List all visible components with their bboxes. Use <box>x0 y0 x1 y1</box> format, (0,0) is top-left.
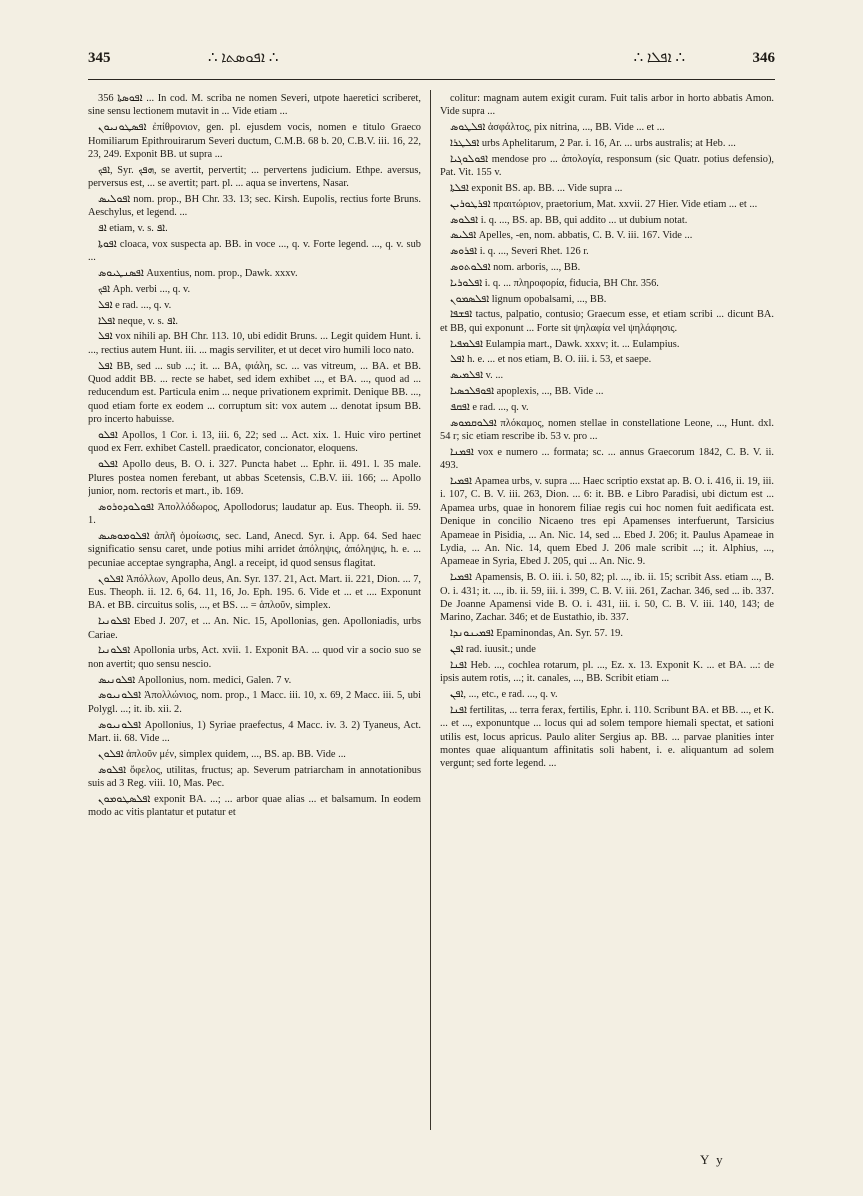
dictionary-entry: ܐܦܢܐ fertilitas, ... terra ferax, fertilis, Ephr. i. 110. Scribunt BA. et BB. ..., et K. ... et ..., exponuntque ... locus qui ad solem tempore hiemali spectat, et sationi utilis est, locus apricus. Paulo aliter Sergius ap. BB. ... parvae planities inter montes quae aliquantum affinitatis soli habent, i. e. aliquantum ad solem vergunt; sed forte legend. ... <box>440 704 774 770</box>
dictionary-entry: ܐܦܠܝܣ Apelles, -en, nom. abbatis, C. B. V. iii. 167. Vide ... <box>450 230 693 242</box>
left-running-head: ∴ ܐܦܘܣܬܐ ∴ <box>208 50 279 66</box>
dictionary-entry: ܐܦܣܛܘܢܝܘܢ ἐπίθρονιον, gen. pl. ejusdem vocis, nomen e titulo Graeco Homiliarum Epithrouirarum Severi ductum, C.M.B. 68 b. 20, C.B.V. iii. 16, 22, 23, 249. Exponit BB. ut supra ... <box>88 122 421 161</box>
dictionary-entry: ܐܦܠܘܣ ὄφελος, utilitas, fructus; ap. Severum patriarcham in annotationibus suis ad 3 Reg. viii. 10, Mas. Pec. <box>88 764 421 790</box>
dictionary-entry: ܐܦܠ vox nihili ap. BH Chr. 113. 10, ubi edidit Bruns. ... Legit quidem Hunt. i. ..., rectius autem Hunt. iii. ... magis serviliter, et ut decet viro humili loco nato. <box>88 331 421 356</box>
dictionary-entry: ܐܦܢܐ Heb. ..., cochlea rotarum, pl. ..., Ez. x. 13. Exponit K. ... et BA. ...: de ipsis autem rotis, ...; it. canales, ..., BB. Scribit etiam ... <box>440 659 774 685</box>
dictionary-entry: ܐܦܪܛܘܪܝܢ πραιτώριον, praetorium, Mat. xxvii. 27 Hier. Vide etiam ... et ... <box>450 198 758 210</box>
dictionary-entry: ܐܦܠܬܐ exponit BS. ap. BB. ... Vide supra ... <box>450 183 623 194</box>
dictionary-entry: ܐܦܠܘܢܝܘܣ Ἀπολλώνιος, nom. prop., 1 Macc. iii. 10, x. 69, 2 Macc. iii. 5, ubi Polygl. ...; it. ib. xii. 2. <box>88 690 421 715</box>
left-page-number: 345 <box>88 50 111 66</box>
dictionary-entry: ܐܦܠܘܬܘܣ nom. arboris, ..., BB. <box>450 261 581 273</box>
dictionary-entry: ܐܦܠܘܢ Ἀπόλλων, Apollo deus, An. Syr. 137. 21, Act. Mart. ii. 221, Dion. ... 7, Eus. Theoph. ii. 12. 6, 64. 11, 16, Jo. Eph. 195. 6. Vide et ... et .... Exponunt BA. et BB. circuitus solis, ..., et BS. ... = ἁπλοῦν, simplex. <box>88 573 421 612</box>
right-column <box>440 92 774 1132</box>
dictionary-entry: ܐܦܠܘܢܝܣ Apollonius, nom. medici, Galen. 7 v. <box>98 674 292 686</box>
dictionary-entry: ܐܦܫܦܐ tactus, palpatio, contusio; Graecum esse, et etiam scribi ... dicunt BA. et BB, qui exponunt ... Forte sit ψηλαφία vel ψηλάφησις. <box>440 309 774 334</box>
dictionary-entry: ܐܦܠܛܘܣ ἀσφάλτος, pix nitrina, ..., BB. Vide ... et ... <box>450 122 665 134</box>
dictionary-entry: ܐܦܠܛܪܐ urbs Aphelitarum, 2 Par. i. 16, Ar. ... urbs australis; at Heb. ... <box>450 138 736 149</box>
dictionary-entry: ܐܦܠ h. e. ... et nos etiam, B. O. iii. i. 53, et saepe. <box>450 354 652 366</box>
dictionary-entry: ܐܦܠܣܡܘܢ lignum opobalsami, ..., BB. <box>450 293 607 305</box>
dictionary-entry: 356 ܐܦܘܣܬܐ ... In cod. M. scriba ne nomen Severi, utpote haeretici scriberet, sine sensu lectionem mutavit in ... Vide etiam ... <box>88 93 421 118</box>
dictionary-entry: ܐܦܠܘ Apollo deus, B. O. i. 327. Puncta habet ... Ephr. ii. 491. l. 35 male. Plures postea nomen ferebant, ut abbas Scetensis, C.B.V. iii. 166; ... Apollo junior, nom. rectoris et mart., ib. 169. <box>88 459 421 498</box>
dictionary-entry: ܐܦܪܘܣ i. q. ..., Severi Rhet. 126 r. <box>450 246 589 258</box>
dictionary-entry: ܐܦܠܡܦܝܐ Eulampia mart., Dawk. xxxv; it. ... Eulampius. <box>450 338 680 350</box>
dictionary-entry: ܐܦܢ rad. iuusit.; unde <box>450 644 536 656</box>
dictionary-entry: ܐܦܠܘܢ ἁπλοῦν μέν, simplex quidem, ..., BS. ap. BB. Vide ... <box>98 748 346 760</box>
dictionary-entry: ܐܦܠܘܩܡܘܣ πλόκαμος, nomen stellae in constellatione Leone, ..., Hunt. dxl. 54 r; sic etiam rescribe ib. 53 v. pro ... <box>440 417 774 442</box>
right-page-number: 346 <box>752 50 775 66</box>
dictionary-entry: ܐܦܠܡܝܣ v. ... <box>450 370 504 382</box>
page-header <box>88 44 775 74</box>
dictionary-entry: ܐܦܟ Aph. verbi ..., q. v. <box>98 284 191 296</box>
dictionary-entry: ܐܦܠܘ Apollos, 1 Cor. i. 13, iii. 6, 22; sed ... Act. xix. 1. Huic viro pertinet quod ex Ferr. exhibet Castell. praedicator, concionator, eloquens. <box>88 430 421 455</box>
dictionary-entry: ܐܦܠ e rad. ..., q. v. <box>98 299 172 311</box>
dictionary-entry: ܐܦܟ, Syr. ܗܦܟ, se avertit, pervertit; ... pervertens judicium. Ethpe. aversus, perversus est, ... se avertit; part. pl. ... aqua se invertens, Nasar. <box>88 164 421 190</box>
dictionary-entry: ܐܦܠܐ neque, v. s. ܐܦ. <box>98 315 178 327</box>
dictionary-entry: ܐܦܠܣܛܘܡܘܢ exponit BA. ...; ... arbor quae alias ... et balsamum. In eodem modo ac vitis plantatur et putatur et <box>88 793 421 819</box>
dictionary-entry: ܐܦܠܘܡܘܣܝܣ ἀπλῆ ὁμοίωσις, sec. Land, Anecd. Syr. i. App. 64. Sed haec significatio sensu caret, unde potius mihi arridet ἀπόληψις, ἀπόληψις, h. e. ... pecuniae acceptae syngrapha, Angl. a receipt, id quod sensus flagitat. <box>88 531 421 569</box>
dictionary-entry: ܐܦܘܠܘܓܝܐ mendose pro ... ἀπολογία, responsum (sic Quatr. potius defensio), Pat. Vit. 155 v. <box>440 153 774 179</box>
dictionary-entry: ܐܦ etiam, v. s. ܐܦ. <box>98 223 168 235</box>
right-running-head: ∴ ܐܦܠܐ ∴ <box>633 50 685 66</box>
dictionary-entry: ܐܦܘܬܐ cloaca, vox suspecta ap. BB. in voce ..., q. v. Forte legend. ..., q. v. sub ... <box>88 239 421 264</box>
column-divider <box>430 90 431 1130</box>
dictionary-entry: ܐܦܠܘܢܝܐ Apollonia urbs, Act. xvii. 1. Exponit BA. ... quod vir a socio suo se non avertit; quo sensu nescio. <box>88 645 421 670</box>
dictionary-entry: ܐܦܢ, ..., etc., e rad. ..., q. v. <box>450 689 558 701</box>
dictionary-entry: ܐܦܡܝܢܘܢܕܐ Epaminondas, An. Syr. 57. 19. <box>450 628 623 640</box>
dictionary-entry: ܐܦܘܦܠܟܣܝܐ apoplexis, ..., BB. Vide ... <box>450 385 604 397</box>
left-column <box>88 92 421 1132</box>
dictionary-entry: ܐܦܘܠܝܣ nom. prop., BH Chr. 33. 13; sec. Kirsh. Eupolis, rectius forte Bruns. Aeschylus, et legend. ... <box>88 194 421 219</box>
header-rule <box>88 79 775 80</box>
dictionary-entry: ܐܦܡܝܐ Apamensis, B. O. iii. i. 50, 82; pl. ..., ib. ii. 15; scribit Ass. etiam ..., B. O. i. 431; it. ..., ib. ii. 59, iii. i. 399, C. B. V. iii. 261, Zachar. 346, sed ... ib. 337. De Joanne Apamensi vide B. O. i. 431, iii. i. 50, C. B. V. iii. 140, 143; de Marino, Zachar. 346; et de Eustathio, ib. 337. <box>440 572 774 624</box>
dictionary-entry: ܐܦܠܘܢܝܐ Ebed J. 207, et ... An. Nic. 15, Apollonias, gen. Apolloniadis, urbs Cariae. <box>88 616 421 641</box>
dictionary-entry: ܐܦܠܘܢܝܘܣ Apollonius, 1) Syriae praefectus, 4 Macc. iv. 3. 2) Tyaneus, Act. Mart. ii. 68. Vide ... <box>88 719 421 745</box>
dictionary-entry: ܐܦܡܢܐ vox e numero ... formata; sc. ... annus Graecorum 1842, C. B. V. ii. 493. <box>440 446 774 472</box>
signature-mark: Y y <box>700 1152 725 1167</box>
dictionary-entry: colitur: magnam autem exigit curam. Fuit talis arbor in horto abbatis Amon. Vide supra ... <box>440 93 774 118</box>
dictionary-entry: ܐܦܠܘܪܝܐ i. q. ... πληροφορία, fiducia, BH Chr. 356. <box>450 277 659 289</box>
dictionary-entry: ܐܦܠ BB, sed ... sub ...; it. ... BA, φιάλη, sc. ... vas vitreum, ... BA. et BB. Quod addit BB. ... recte se habet, sed idem exhibet ..., et BA. ..., quod ad ... reducendum est. Particula enim ... neque privationem exprimit. Denique BB. ..., quod etiam forte ex eodem ... corruptum sit: vox autem ... denotat ipsum BB. pro incerto habuisse. <box>88 360 421 426</box>
dictionary-entry: ܐܦܠܘܣ i. q. ..., BS. ap. BB, qui addito ... ut dubium notat. <box>450 214 688 226</box>
dictionary-entry: ܐܦܣܢܛܝܘܣ Auxentius, nom. prop., Dawk. xxxv. <box>98 268 298 280</box>
dictionary-entry: ܐܦܘܠܘܕܘܪܘܣ Ἀπολλόδωρος, Apollodorus; laudatur ap. Eus. Theoph. ii. 59. 1. <box>88 501 421 527</box>
dictionary-entry: ܐܦܩܦ e rad. ..., q. v. <box>450 401 529 413</box>
dictionary-entry: ܐܦܡܝܐ Apamea urbs, v. supra .... Haec scriptio exstat ap. B. O. i. 416, ii. 19, iii. i. 107, C. B. V. iii. 263, Dion. ... 6: it. BB. e Libro Paradisi, ubi dictum est ... Apamea urbs, quae in honorem filiae regis cui hoc nomen fuit aedificata est. Denique in concilio Nicaeno tres epi Apamenses interfuerunt, Tarsicius Apameae in Pisidia, ... An. Nic. 14, sed ... Ebed J. 206; it. Paulus Apameae in Lydia, ... An. Nic. 14, quem Ebed J. 206 male scribit ...; it. Alphius, ..., Apameae in Syria, Ebed J. 205, qui ... An. Nic. 9. <box>440 475 774 568</box>
